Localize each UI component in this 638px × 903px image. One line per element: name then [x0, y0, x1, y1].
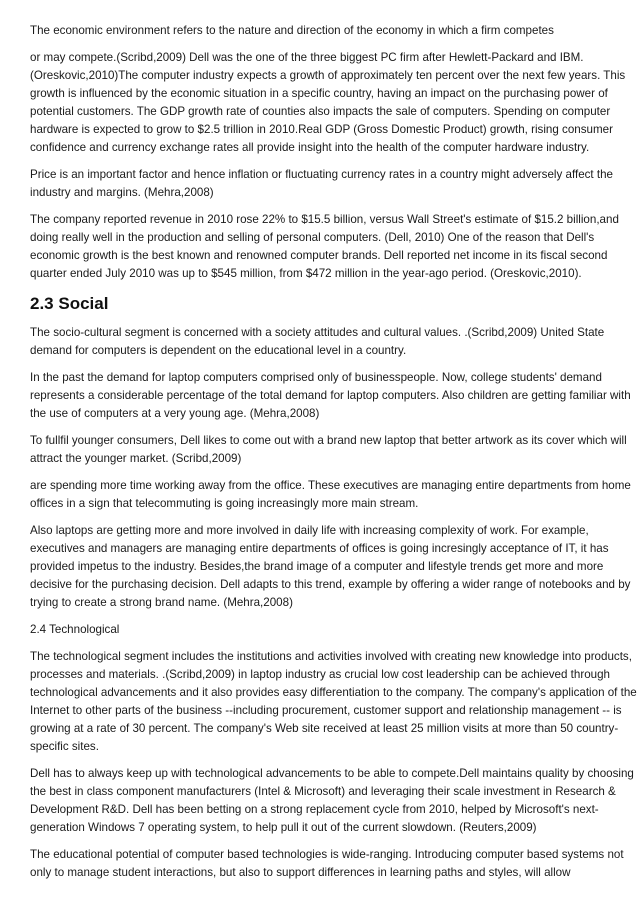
paragraph-technological-3: The educational potential of computer based technologies is wide-ranging. Introducing computer based systems not only to manage student interactions, but also to support differences in learning paths and styles, will allow [30, 848, 624, 879]
paragraph-social-1: The socio-cultural segment is concerned with a society attitudes and cultural values. .(Scribd,2009) United State demand for computers is dependent on the educational level in a country. [30, 326, 605, 357]
paragraph-technological-1: The technological segment includes the institutions and activities involved with creating new knowledge into products, processes and materials. .(Scribd,2009) in laptop industry as crucial low cost leadership can be achieved through technological advancements and it also provides easy differentiation to the company. The company's application of the Internet to other parts of the business --including procurement, customer support and relationship management -- is growing at a rate of 30 percent. The company's Web site received at least 25 million visits at more than 50 country-specific sites. [30, 650, 637, 753]
paragraph-economic-revenue: The company reported revenue in 2010 rose 22% to $15.5 billion, versus Wall Street's estimate of $15.2 billion,and doing really well in the production and selling of personal computers. (Dell, 2010) One of the reason that Dell's economic growth is the best known and renowned computer brands. Dell reported net income in its fiscal second quarter ended July 2010 was up to $545 million, from $472 million in the year-ago period. (Oreskovic,2010). [30, 213, 619, 280]
paragraph-economic-growth: or may compete.(Scribd,2009) Dell was the one of the three biggest PC firm after Hewlett-Packard and IBM. (Oreskovic,2010)The computer industry expects a growth of approximately ten percent over the next few years. This growth is influenced by the economic situation in a specific country, having an impact on the purchasing power of potential customers. The GDP growth rate of counties also impacts the sale of computers. Spending on computer hardware is expected to grow to $2.5 trillion in 2010.Real GDP (Gross Domestic Product) growth, rising consumer confidence and currency exchange rates all provide insight into the health of the computer hardware industry. [30, 51, 626, 154]
paragraph-technological-2: Dell has to always keep up with technological advancements to be able to compete.Dell maintains quality by choosing the best in class component manufacturers (Intel & Microsoft) and leveraging their scale investment in Research & Development R&D. Dell has been betting on a strong replacement cycle from 2010, helped by Microsoft's next-generation Windows 7 operating system, to help pull it out of the current slowdown. (Reuters,2009) [30, 767, 634, 834]
section-heading-social: 2.3 Social [30, 294, 109, 313]
section-heading-technological: 2.4 Technological [30, 623, 120, 636]
paragraph-social-3: To fullfil younger consumers, Dell likes to come out with a brand new laptop that better artwork as its cover which will attract the younger market. (Scribd,2009) [30, 434, 627, 465]
paragraph-social-5: Also laptops are getting more and more involved in daily life with increasing complexity of work. For example, executives and managers are managing entire departments of offices is going incresingly acceptance of IT, it has provided impetus to the industry. Besides,the brand image of a computer and lifestyle trends get more and more decisive for the purchasing decision. Dell adapts to this trend, example by offering a wider range of notebooks and by trying to create a strong brand name. (Mehra,2008) [30, 524, 631, 609]
paragraph-economic-intro: The economic environment refers to the nature and direction of the economy in which a firm competes [30, 24, 554, 37]
document-page [30, 22, 638, 891]
paragraph-social-2: In the past the demand for laptop computers comprised only of businesspeople. Now, college students' demand represents a considerable percentage of the total demand for laptop computers. Also children are getting familiar with the use of computers at a very young age. (Mehra,2008) [30, 371, 631, 420]
paragraph-economic-price: Price is an important factor and hence inflation or fluctuating currency rates in a country might adversely affect the industry and margins. (Mehra,2008) [30, 168, 613, 199]
paragraph-social-4: are spending more time working away from the office. These executives are managing entire departments from home offices in a sign that telecommuting is going increasingly more main stream. [30, 479, 631, 510]
